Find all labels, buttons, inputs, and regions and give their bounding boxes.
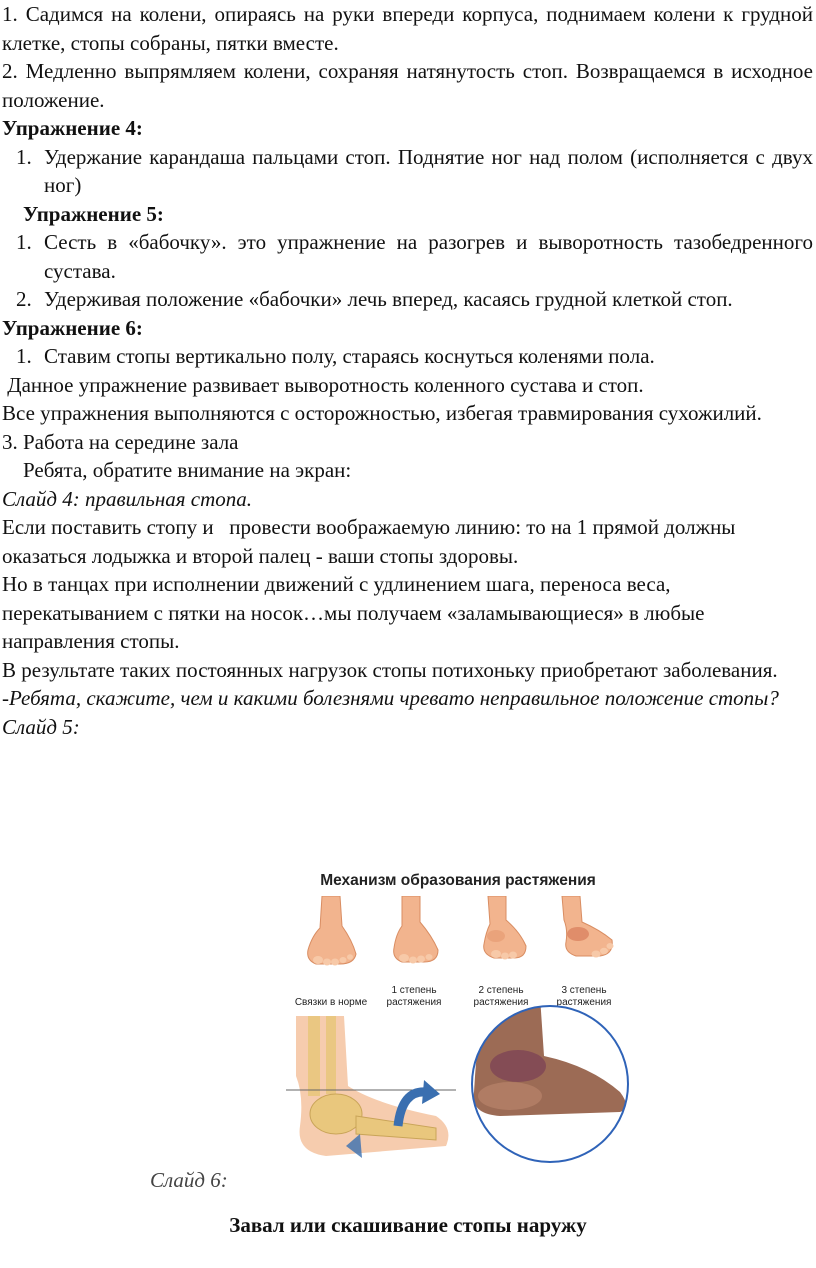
- slide-4-caption: Слайд 4: правильная стопа.: [2, 486, 253, 511]
- list-number: 1.: [16, 230, 32, 254]
- ankle-bones-illustration: [286, 1016, 456, 1161]
- final-heading: Завал или скашивание стопы наружу: [229, 1213, 587, 1237]
- line-paragraph: Если поставить стопу и провести воображаемую линию: то на 1 прямой должны оказаться лодыжка и второй палец - ваши стопы здоровы.: [2, 515, 741, 568]
- develops-sentence: Данное упражнение развивает выворотность коленного сустава и стоп.: [2, 372, 644, 397]
- list-text: Удержание карандаша пальцами стоп. Поднятие ног над полом (исполняется с двух ног): [44, 144, 813, 197]
- foot-normal-illustration: [296, 896, 366, 966]
- intro-step-1: 1. Садимся на колени, опираясь на руки впереди корпуса, поднимаем колени к грудной клетке, стопы собраны, пятки вместе.: [2, 2, 813, 55]
- exercise-6-list: [0, 342, 816, 371]
- exercise-5-list: [0, 228, 816, 314]
- foot-grade-2-illustration: [468, 896, 538, 966]
- list-number: 1.: [16, 344, 32, 368]
- label-normal: Связки в норме: [294, 997, 368, 1008]
- figure-title: Механизм образования растяжения: [320, 872, 596, 889]
- dance-paragraph: Но в танцах при исполнении движений с удлинением шага, переноса веса, перекатыванием с пятки на носок…мы получаем «заламывающиеся» в любые направления стопы.: [2, 572, 705, 653]
- label-grade-1: 1 степень растяжения: [386, 985, 442, 1008]
- foot-grade-3-illustration: [552, 896, 622, 966]
- question-paragraph: -Ребята, скажите, чем и какими болезнями чревато неправильное положение стопы?: [2, 686, 779, 710]
- list-item: [0, 228, 816, 285]
- list-item: [0, 342, 816, 371]
- list-item: [0, 143, 816, 200]
- slide-6-caption: Слайд 6:: [150, 1168, 228, 1192]
- exercise-4-heading: Упражнение 4:: [2, 116, 143, 140]
- exercise-6-heading: Упражнение 6:: [2, 315, 143, 340]
- bruised-ankle-closeup-illustration: [460, 996, 634, 1164]
- result-paragraph: В результате таких постоянных нагрузок стопы потихоньку приобретают заболевания.: [2, 657, 778, 682]
- slide-5-caption: Слайд 5:: [2, 714, 80, 739]
- foot-grade-1-illustration: [380, 896, 450, 966]
- list-number: 1.: [16, 144, 32, 169]
- list-text: Удерживая положение «бабочки» лечь вперед, касаясь грудной клеткой стоп.: [44, 287, 733, 311]
- attention-line: Ребята, обратите внимание на экран:: [23, 458, 352, 482]
- exercise-4-list: [0, 143, 816, 200]
- careful-paragraph: Все упражнения выполняются с осторожностью, избегая травмирования сухожилий.: [2, 401, 762, 425]
- list-text: Ставим стопы вертикально полу, стараясь коснуться коленями пола.: [44, 344, 655, 368]
- exercise-5-heading: Упражнение 5:: [23, 201, 164, 226]
- list-item: [0, 285, 816, 314]
- list-number: 2.: [16, 287, 32, 311]
- section-3-title: 3. Работа на середине зала: [2, 429, 239, 454]
- sprain-mechanism-figure: [282, 868, 634, 1164]
- intro-step-2: 2. Медленно выпрямляем колени, сохраняя натянутость стоп. Возвращаемся в исходное положение.: [2, 59, 813, 112]
- label-grade-2: 2 степень растяжения: [473, 985, 529, 1008]
- label-grade-3: 3 степень растяжения: [556, 985, 612, 1008]
- list-text: Сесть в «бабочку». это упражнение на разогрев и выворотность тазобедренного сустава.: [44, 230, 813, 283]
